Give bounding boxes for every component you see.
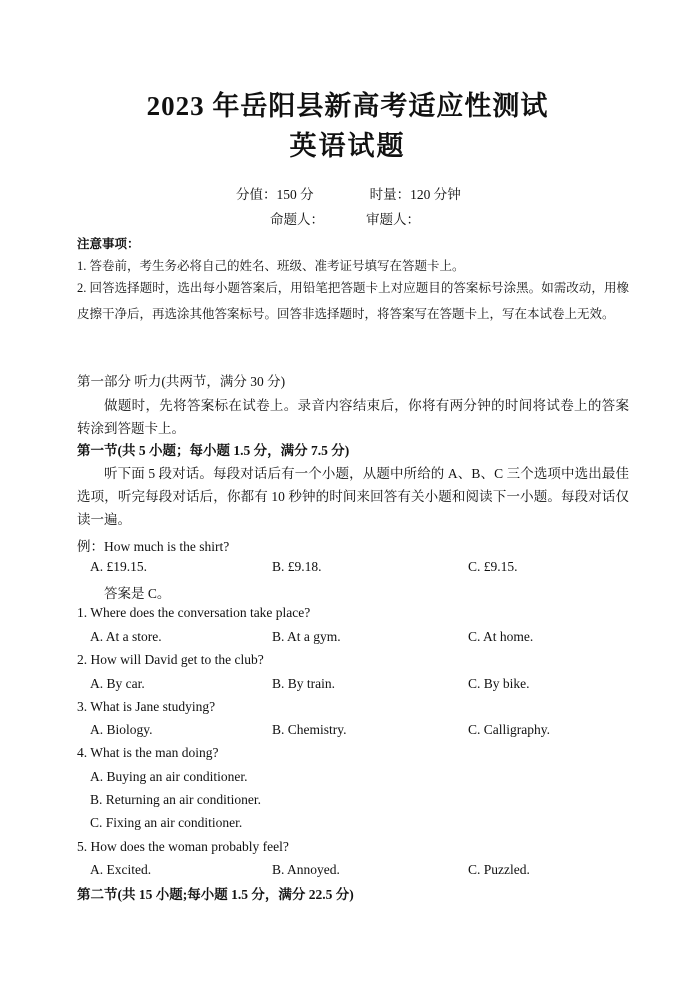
question-3-option-b: B. Chemistry. <box>272 722 347 737</box>
question-4-option-a: A. Buying an air conditioner. <box>90 769 248 784</box>
question-1: 1. Where does the conversation take place? <box>77 605 311 620</box>
question-5-option-b: B. Annoyed. <box>272 862 340 877</box>
section1-title: 第一节(共 5 小题；每小题 1.5 分，满分 7.5 分) <box>77 443 350 458</box>
exam-subtitle: 英语试题 <box>289 131 406 161</box>
question-4: 4. What is the man doing? <box>77 745 219 760</box>
question-4-option-c: C. Fixing an air conditioner. <box>90 815 243 830</box>
part1-intro: 做题时，先将答案标在试卷上。录音内容结束后，你将有两分钟的时间将试卷上的答案转涂到答题卡上。 <box>77 398 629 436</box>
question-5-option-c: C. Puzzled. <box>468 862 530 877</box>
question-3: 3. What is Jane studying? <box>77 699 216 714</box>
score-time-line <box>236 183 461 203</box>
part1-title: 第一部分 听力(共两节，满分 30 分) <box>77 374 286 389</box>
question-3-option-c: C. Calligraphy. <box>468 722 550 737</box>
example-answer: 答案是 C。 <box>104 586 171 601</box>
question-1-option-b: B. At a gym. <box>272 629 341 644</box>
question-2-option-b: B. By train. <box>272 676 335 691</box>
note-item-2: 2. 回答选择题时，选出每小题答案后，用铅笔把答题卡上对应题目的答案标号涂黑。如需改动，用橡皮擦干净后，再选涂其他答案标号。回答非选择题时，将答案写在答题卡上，写在本试卷上无效。 <box>77 281 629 321</box>
question-2-option-c: C. By bike. <box>468 676 530 691</box>
notes-title: 注意事项： <box>77 237 140 251</box>
question-4-option-b: B. Returning an air conditioner. <box>90 792 261 807</box>
example-option-c: C. £9.15. <box>468 559 518 574</box>
example-option-a: A. £19.15. <box>90 559 147 574</box>
setter-label: 命题人： <box>270 212 324 227</box>
question-1-option-a: A. At a store. <box>90 629 162 644</box>
note-item-1: 1. 答卷前，考生务必将自己的姓名、班级、准考证号填写在答题卡上。 <box>77 259 465 273</box>
question-3-option-a: A. Biology. <box>90 722 153 737</box>
question-2-option-a: A. By car. <box>90 676 145 691</box>
score-label: 分值：150 分 <box>236 187 314 202</box>
example-option-b: B. £9.18. <box>272 559 322 574</box>
exam-title: 2023 年岳阳县新高考适应性测试 <box>146 91 549 121</box>
section1-intro: 听下面 5 段对话。每段对话后有一个小题，从题中所给的 A、B、C 三个选项中选出最佳选项，听完每段对话后，你都有 10 秒钟的时间来回答有关小题和阅读下一小题。每段对话仅读一遍。 <box>77 466 629 527</box>
question-1-option-c: C. At home. <box>468 629 534 644</box>
reviewer-label: 审题人： <box>366 212 420 227</box>
question-5: 5. How does the woman probably feel? <box>77 839 289 854</box>
setter-reviewer-line <box>270 208 420 228</box>
time-label: 时量：120 分钟 <box>369 187 461 202</box>
question-5-option-a: A. Excited. <box>90 862 152 877</box>
example-question: 例：How much is the shirt? <box>77 539 230 554</box>
question-2: 2. How will David get to the club? <box>77 652 264 667</box>
section2-title: 第二节(共 15 小题;每小题 1.5 分，满分 22.5 分) <box>77 887 354 902</box>
